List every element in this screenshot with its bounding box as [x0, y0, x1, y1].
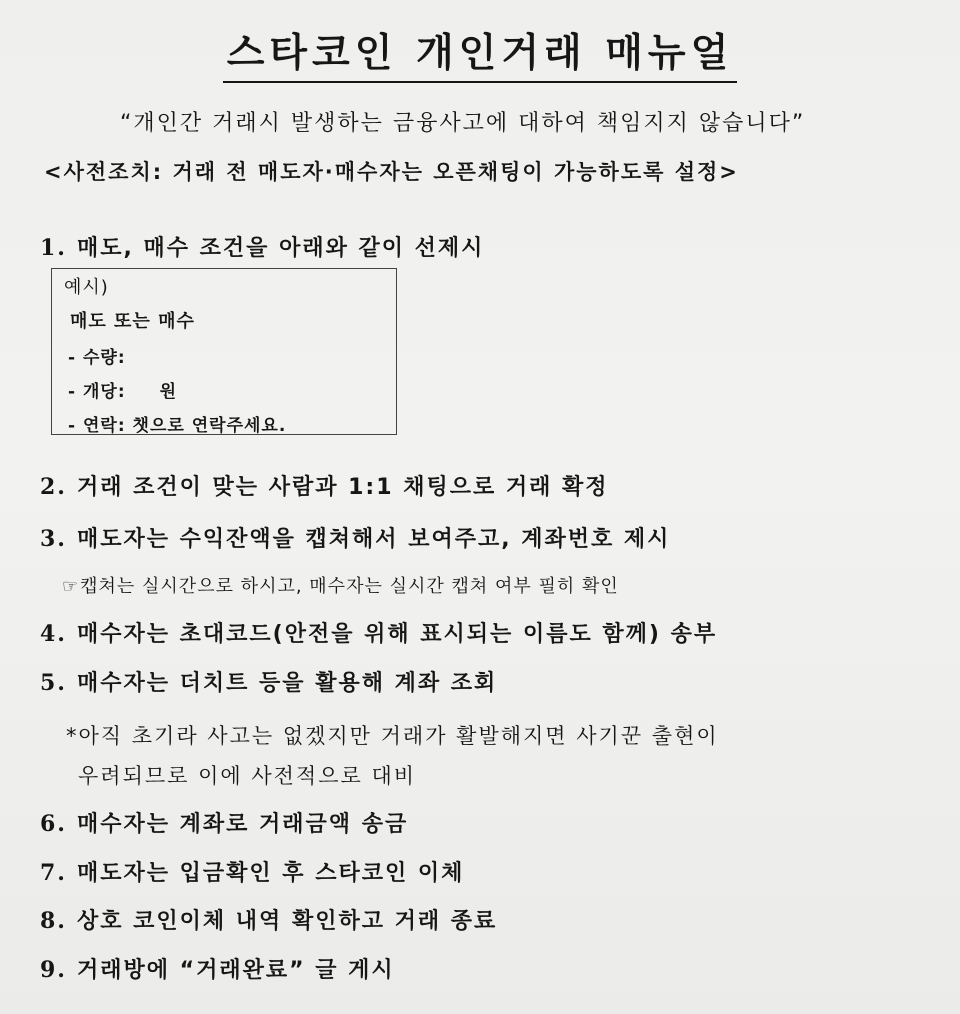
- step-number: 6.: [40, 811, 67, 837]
- step-8: [40, 904, 497, 935]
- step-2: [40, 470, 609, 501]
- pointing-hand-icon: ☞: [62, 576, 80, 597]
- step-5-note-line-2: 우려되므로 이에 사전적으로 대비: [78, 764, 417, 788]
- disclaimer: “개인간 거래시 발생하는 금융사고에 대하여 책임지지 않습니다”: [120, 111, 806, 136]
- step-text: 매수자는 더치트 등을 활용해 계좌 조회: [76, 671, 498, 696]
- step-9: [40, 953, 395, 984]
- step-text: 거래 조건이 맞는 사람과 1:1 채팅으로 거래 확정: [76, 475, 609, 500]
- step-5-note-line-1: *아직 초기라 사고는 없겠지만 거래가 활발해지면 사기꾼 출현이: [66, 724, 719, 748]
- step-text: 상호 코인이체 내역 확인하고 거래 종료: [76, 909, 498, 934]
- step-text: 매수자는 계좌로 거래금액 송금: [76, 812, 409, 837]
- example-label: 예시): [64, 277, 109, 298]
- step-text: 거래방에 “거래완료” 글 게시: [76, 958, 395, 983]
- step-text: 매수자는 초대코드(안전을 위해 표시되는 이름도 함께) 송부: [76, 622, 718, 647]
- step-6: [40, 807, 408, 838]
- step-number: 2.: [40, 474, 67, 500]
- step-4: [40, 617, 717, 648]
- example-heading: 매도 또는 매수: [70, 311, 195, 332]
- example-price-unit: 원: [159, 382, 178, 402]
- example-quantity: - 수량:: [68, 348, 126, 368]
- step-number: 9.: [40, 957, 67, 983]
- example-box: [51, 268, 397, 435]
- step-5-note: [66, 716, 719, 796]
- step-number: 7.: [40, 860, 67, 886]
- step-3: [40, 522, 670, 553]
- step-number: 1.: [40, 235, 67, 261]
- step-number: 3.: [40, 526, 67, 552]
- page-title-text: 스타코인 개인거래 매뉴얼: [223, 22, 738, 83]
- step-number: 4.: [40, 621, 67, 647]
- step-text: 매도자는 수익잔액을 캡쳐해서 보여주고, 계좌번호 제시: [76, 527, 671, 552]
- step-7: [40, 856, 464, 887]
- example-price: [68, 377, 177, 402]
- step-number: 8.: [40, 908, 67, 934]
- step-3-note-text: 캡쳐는 실시간으로 하시고, 매수자는 실시간 캡쳐 여부 필히 확인: [80, 576, 619, 597]
- example-price-label: - 개당:: [68, 382, 126, 402]
- precaution-note: <사전조치: 거래 전 매도자·매수자는 오픈채팅이 가능하도록 설정>: [44, 160, 739, 184]
- step-text: 매도자는 입금확인 후 스타코인 이체: [76, 861, 465, 886]
- step-3-note: [62, 572, 619, 598]
- page-title: [0, 22, 960, 83]
- step-number: 5.: [40, 670, 67, 696]
- step-1: [40, 231, 484, 262]
- step-5: [40, 666, 497, 697]
- step-text: 매도, 매수 조건을 아래와 같이 선제시: [76, 236, 485, 261]
- example-contact: - 연락: 챗으로 연락주세요.: [68, 416, 287, 436]
